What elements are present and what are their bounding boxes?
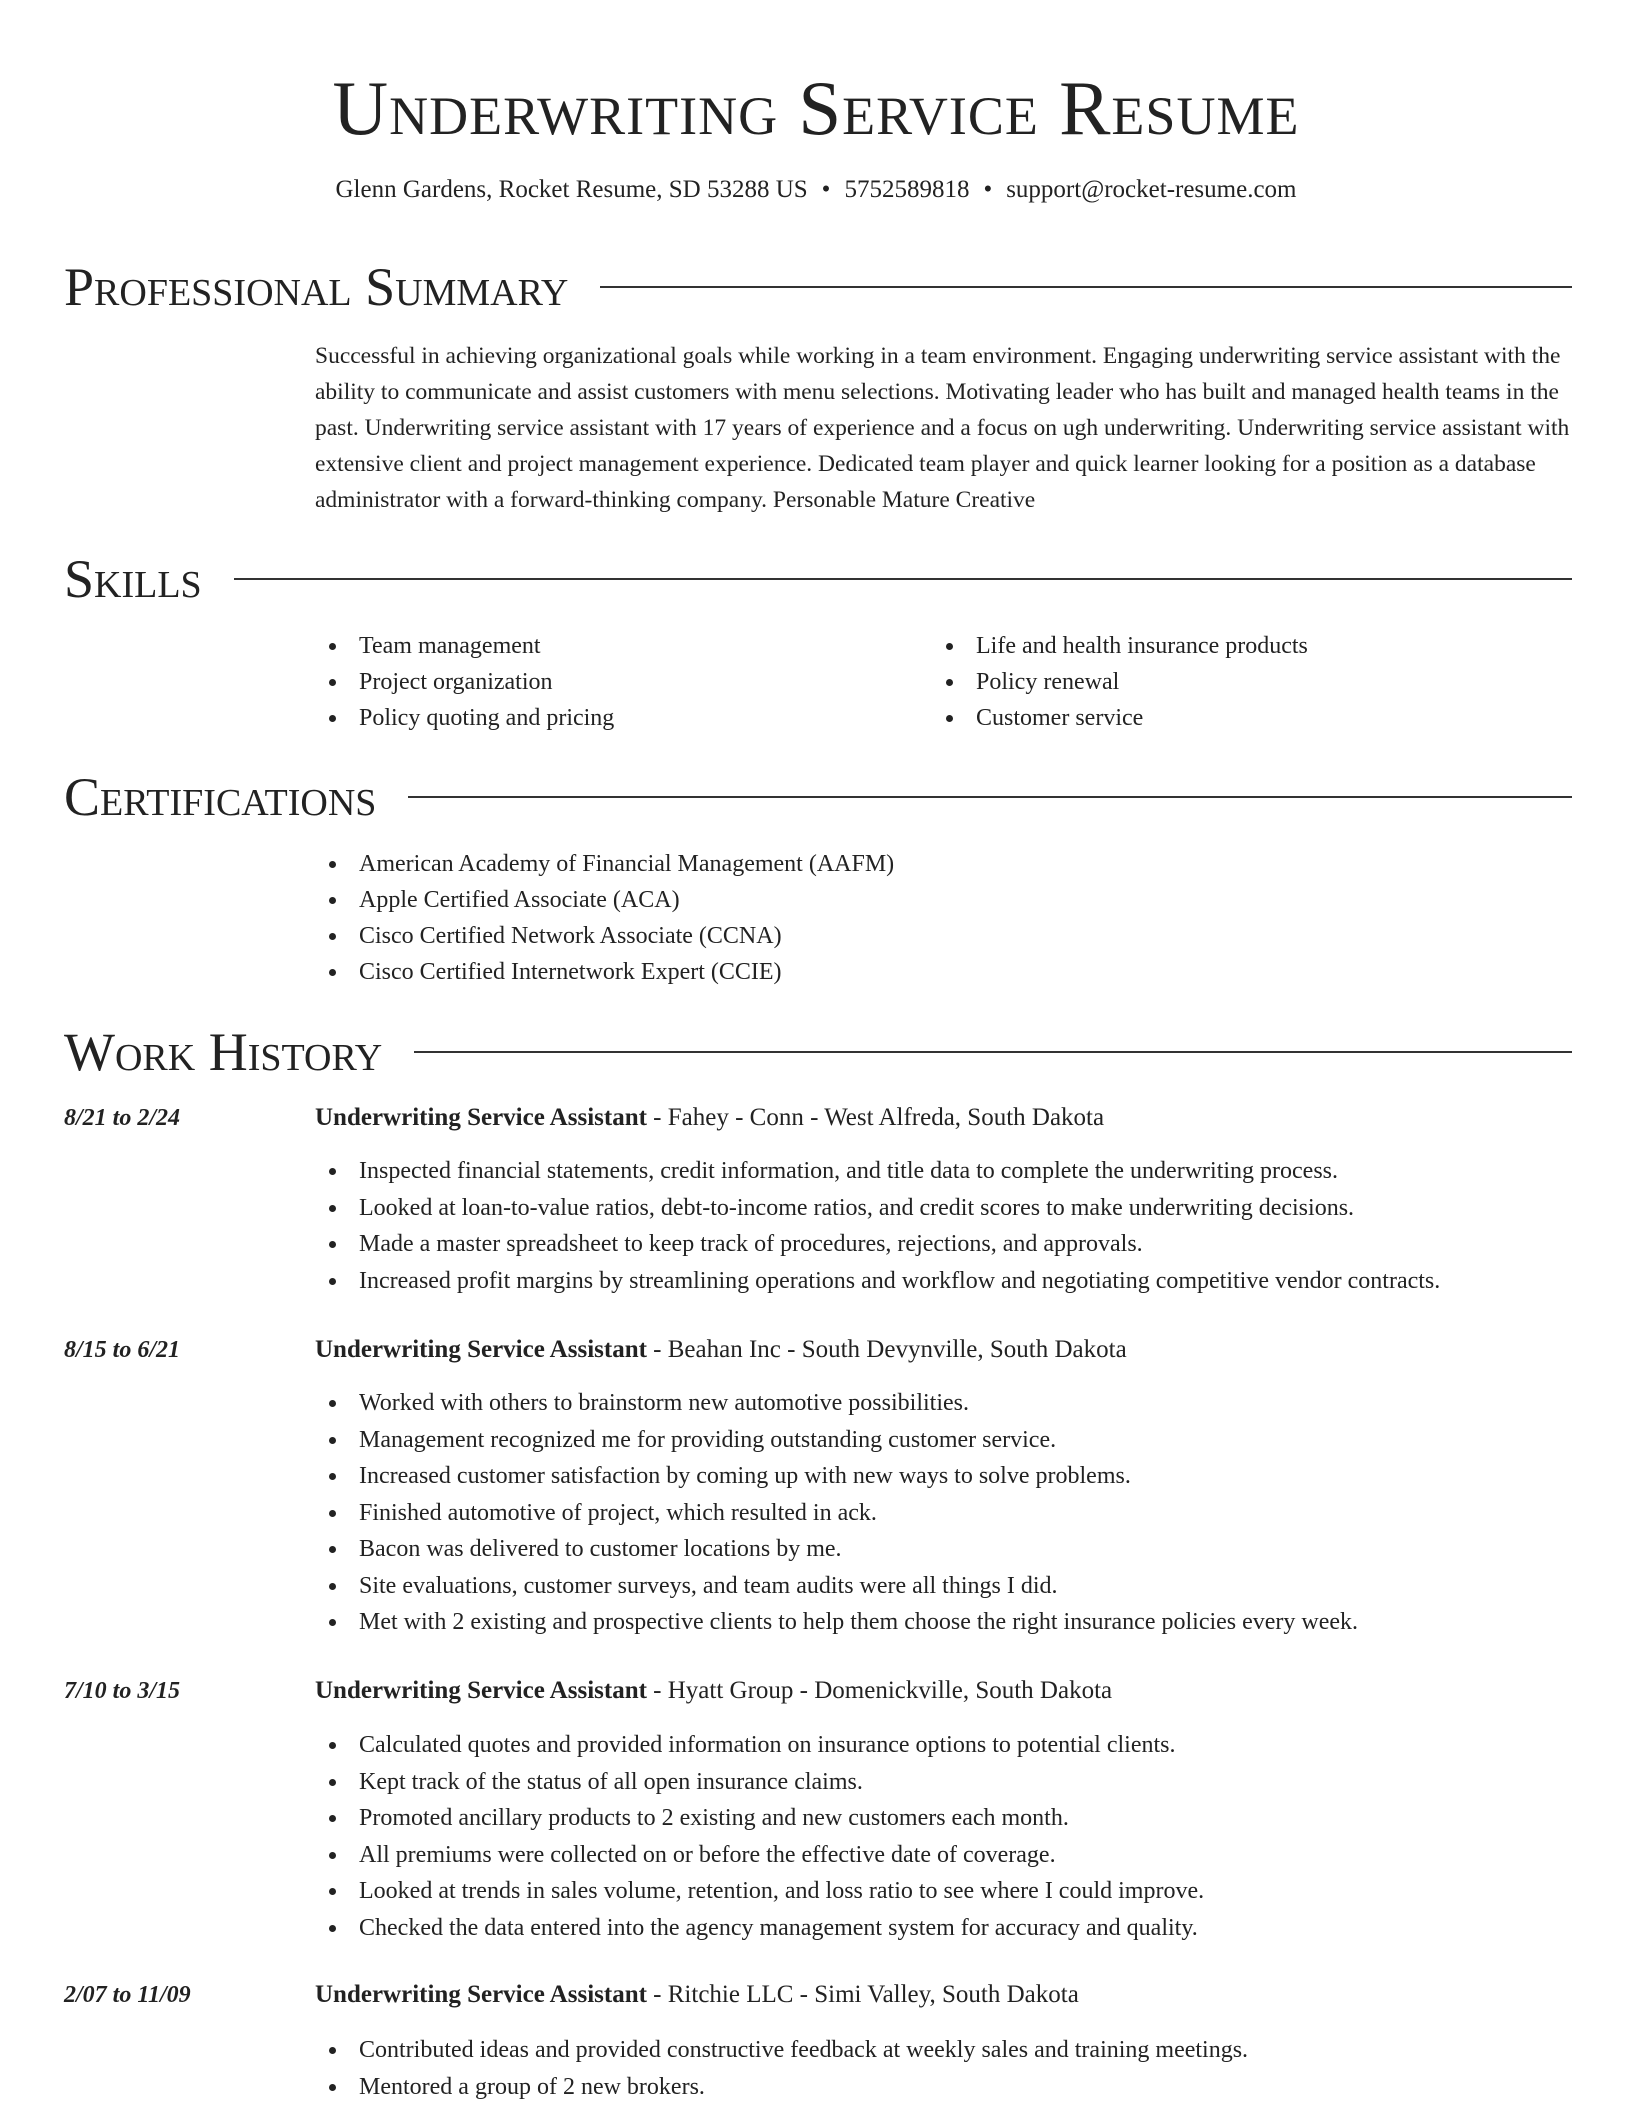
contact-separator: •: [821, 176, 831, 203]
job-dates: 2/07 to 11/09: [64, 1982, 191, 2008]
job-bullet: Checked the data entered into the agency management system for accuracy and quality.: [315, 1910, 1204, 1947]
job-bullet: Kept track of the status of all open insurance claims.: [315, 1764, 1204, 1801]
job-role: Underwriting Service Assistant: [315, 1677, 647, 1704]
section-divider: [600, 286, 1572, 288]
skill-item: Policy renewal: [932, 664, 1308, 700]
certifications-section-header: [64, 762, 1572, 832]
job-responsibilities: [315, 1727, 1204, 1946]
section-title-work-history: Work History: [64, 1022, 383, 1082]
job-bullet: Contributed ideas and provided constructive feedback at weekly sales and training meetings.: [315, 2032, 1248, 2069]
job-company-location: - Fahey - Conn - West Alfreda, South Dakota: [646, 1104, 1105, 1131]
job-bullet: Management recognized me for providing outstanding customer service.: [315, 1422, 1358, 1459]
section-title-certifications: Certifications: [64, 767, 377, 827]
job-bullet: All premiums were collected on or before the effective date of coverage.: [315, 1837, 1204, 1874]
job-heading: [315, 1673, 1112, 1709]
skills-list-left: [315, 628, 614, 736]
job-dates: 8/15 to 6/21: [64, 1337, 181, 1363]
contact-address: Glenn Gardens, Rocket Resume, SD 53288 US: [335, 176, 808, 203]
skill-item: Policy quoting and pricing: [315, 700, 614, 736]
job-responsibilities: [315, 2032, 1248, 2105]
skills-section-header: [64, 544, 1572, 614]
certification-item: Cisco Certified Internetwork Expert (CCIE): [315, 954, 894, 990]
job-bullet: Mentored a group of 2 new brokers.: [315, 2069, 1248, 2106]
certification-item: Cisco Certified Network Associate (CCNA): [315, 918, 894, 954]
section-title-skills: Skills: [64, 549, 202, 609]
job-company-location: - Ritchie LLC - Simi Valley, South Dakota: [646, 1981, 1079, 2008]
job-company-location: - Beahan Inc - South Devynville, South Dakota: [646, 1336, 1127, 1363]
job-bullet: Increased customer satisfaction by coming up with new ways to solve problems.: [315, 1458, 1358, 1495]
job-bullet: Promoted ancillary products to 2 existing and new customers each month.: [315, 1800, 1204, 1837]
job-bullet: Bacon was delivered to customer locations by me.: [315, 1531, 1358, 1568]
job-bullet: Looked at loan-to-value ratios, debt-to-income ratios, and credit scores to make underwriting decisions.: [315, 1190, 1440, 1227]
job-responsibilities: [315, 1153, 1440, 1299]
section-divider: [414, 1051, 1572, 1053]
skill-item: Project organization: [315, 664, 614, 700]
contact-phone: 5752589818: [844, 176, 970, 203]
certifications-list: [315, 846, 894, 990]
job-bullet: Met with 2 existing and prospective clients to help them choose the right insurance policies every week.: [315, 1604, 1358, 1641]
job-bullet: Worked with others to brainstorm new automotive possibilities.: [315, 1385, 1358, 1422]
section-divider: [234, 578, 1572, 580]
job-bullet: Finished automotive of project, which resulted in ack.: [315, 1495, 1358, 1532]
work-history-section-header: [64, 1017, 1572, 1087]
job-bullet: Looked at trends in sales volume, retention, and loss ratio to see where I could improve.: [315, 1873, 1204, 1910]
job-company-location: - Hyatt Group - Domenickville, South Dakota: [646, 1677, 1113, 1704]
skill-item: Customer service: [932, 700, 1308, 736]
skills-list-right: [932, 628, 1308, 736]
section-title-summary: Professional Summary: [64, 257, 569, 317]
job-bullet: Made a master spreadsheet to keep track of procedures, rejections, and approvals.: [315, 1226, 1440, 1263]
job-role: Underwriting Service Assistant: [315, 1981, 647, 2008]
skill-item: Team management: [315, 628, 614, 664]
job-bullet: Increased profit margins by streamlining operations and workflow and negotiating competitive vendor contracts.: [315, 1263, 1440, 1300]
contact-email: support@rocket-resume.com: [1006, 176, 1297, 203]
job-dates: 8/21 to 2/24: [64, 1105, 181, 1131]
contact-separator: •: [983, 176, 993, 203]
job-heading: [315, 1332, 1127, 1368]
job-dates: 7/10 to 3/15: [64, 1678, 181, 1704]
job-bullet: Site evaluations, customer surveys, and team audits were all things I did.: [315, 1568, 1358, 1605]
job-responsibilities: [315, 1385, 1358, 1641]
job-bullet: Calculated quotes and provided information on insurance options to potential clients.: [315, 1727, 1204, 1764]
section-divider: [408, 796, 1572, 798]
certification-item: American Academy of Financial Management (AAFM): [315, 846, 894, 882]
job-heading: [315, 1100, 1104, 1136]
job-bullet: Inspected financial statements, credit information, and title data to complete the underwriting process.: [315, 1153, 1440, 1190]
job-heading: [315, 1977, 1079, 2013]
resume-title: Underwriting Service Resume: [332, 65, 1300, 151]
summary-text: Successful in achieving organizational goals while working in a team environment. Engaging underwriting service assistant with the ability to communicate and assist customers with menu selections. Motivating leader who has built and managed health teams in the past. Underwriting service assistant with 17 years of experience and a focus on ugh underwriting. Underwriting service assistant with extensive client and project management experience. Dedicated team player and quick learner looking for a position as a database administrator with a forward-thinking company. Personable Mature Creative: [315, 343, 1570, 513]
skill-item: Life and health insurance products: [932, 628, 1308, 664]
contact-line: [0, 172, 1632, 208]
job-role: Underwriting Service Assistant: [315, 1336, 647, 1363]
job-role: Underwriting Service Assistant: [315, 1104, 647, 1131]
summary-section-header: [64, 252, 1572, 322]
certification-item: Apple Certified Associate (ACA): [315, 882, 894, 918]
